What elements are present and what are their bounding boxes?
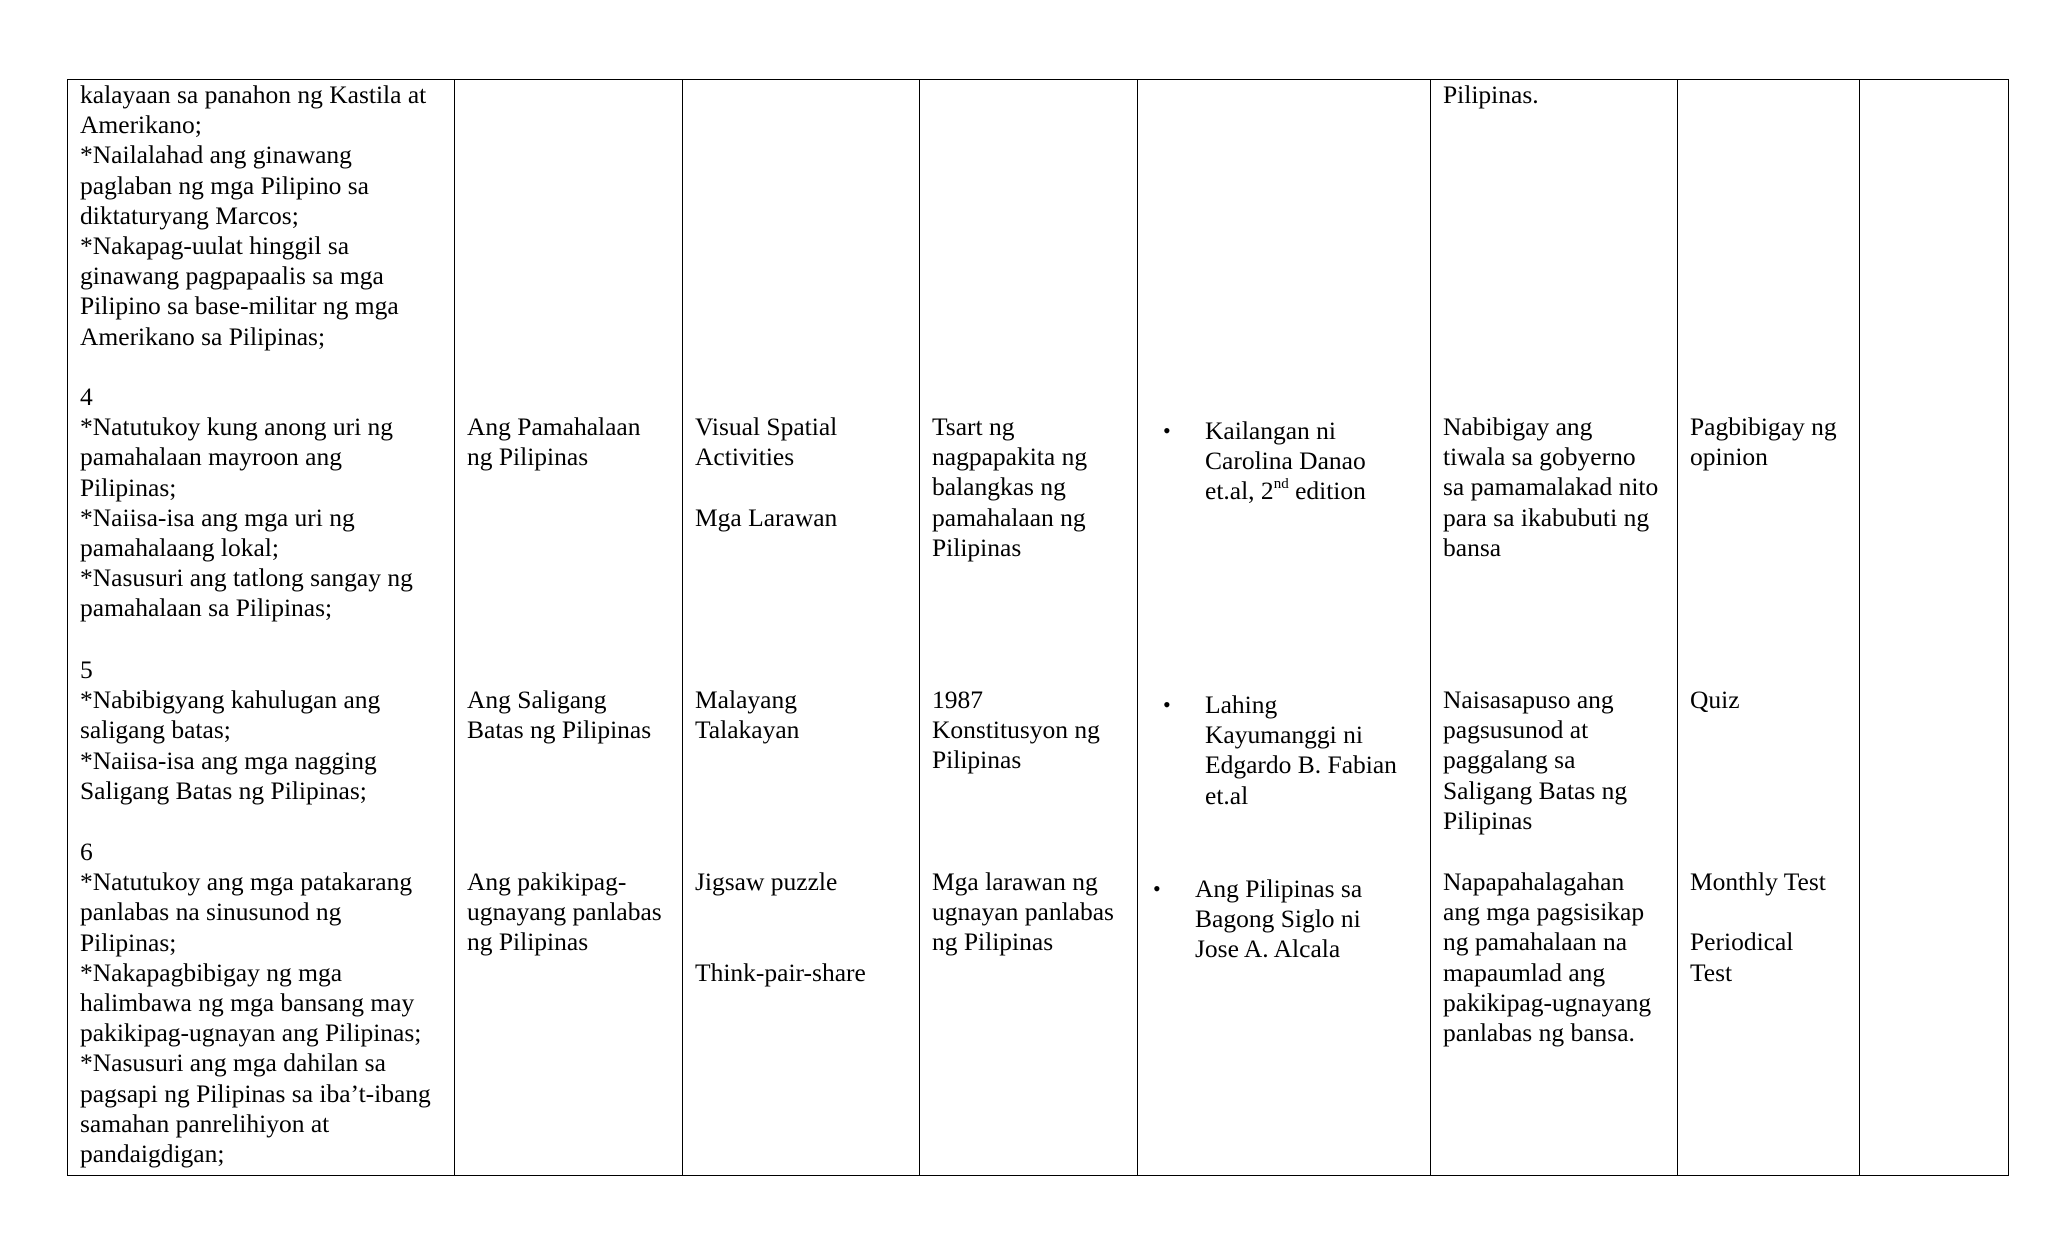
text-line: ng Pilipinas (467, 927, 589, 957)
text-line: *Nakapag-uulat hinggil sa (80, 231, 350, 260)
text-line: *Naiisa-isa ang mga uri ng (80, 502, 355, 532)
text-line: Monthly Test (1690, 867, 1826, 896)
text-line: Ang pakikipag- (467, 867, 627, 896)
text-line: *Natutukoy ang mga patakarang (80, 867, 413, 897)
text-line: kalayaan sa panahon ng Kastila at (80, 80, 427, 109)
text-line: Ang Pamahalaan (467, 412, 641, 441)
text-line: Konstitusyon ng (932, 715, 1100, 745)
text-line: Pilipinas (932, 745, 1022, 775)
text-line: ng pamahalaan na (1443, 927, 1628, 957)
column-divider (919, 80, 920, 1175)
text-line: Ang Pilipinas sa (1195, 874, 1363, 903)
text-line: pandaigdigan; (80, 1139, 225, 1168)
text-line: paglaban ng mga Pilipino sa (80, 170, 369, 200)
text-line: *Naiisa-isa ang mga nagging (80, 745, 377, 775)
text-line: Nabibigay ang (1443, 412, 1593, 441)
text-line: Activities (695, 442, 795, 472)
text-line: Pilipinas (1443, 805, 1533, 835)
text-line: Lahing (1205, 690, 1278, 719)
text-line: Napapahalagahan (1443, 867, 1625, 896)
reference-line: et.al, 2nd edition (1205, 475, 1366, 505)
text-line: Carolina Danao (1205, 446, 1366, 476)
text-line: *Nailalahad ang ginawang (80, 140, 352, 170)
text-line: *Nabibigyang kahulugan ang (80, 685, 381, 715)
text-line: pakikipag-ugnayang (1443, 987, 1652, 1017)
text-line: saligang batas; (80, 715, 231, 745)
text-line: opinion (1690, 442, 1768, 472)
text-line: et.al (1205, 780, 1249, 810)
text-line: Bagong Siglo ni (1195, 904, 1361, 934)
text-line: ng Pilipinas (467, 442, 589, 472)
column-divider (1677, 80, 1678, 1175)
text-line: para sa ikabubuti ng (1443, 502, 1650, 532)
text-line: Pagbibigay ng (1690, 412, 1837, 441)
text-line: ginawang pagpapaalis sa mga (80, 261, 384, 291)
text-line: Pilipinas. (1443, 80, 1539, 109)
text-line: Kailangan ni (1205, 416, 1336, 445)
text-line: samahan panrelihiyon at (80, 1108, 330, 1138)
text-line: *Nakapagbibigay ng mga (80, 957, 343, 987)
column-divider (682, 80, 683, 1175)
text-line: *Nasusuri ang tatlong sangay ng (80, 563, 413, 593)
text-line: 5 (80, 655, 93, 684)
text-line: *Nasusuri ang mga dahilan sa (80, 1048, 386, 1078)
text-line: bansa (1443, 532, 1502, 562)
text-line: balangkas ng (932, 472, 1066, 502)
text-line: panlabas na sinusunod ng (80, 897, 342, 927)
text-line: ng Pilipinas (932, 927, 1054, 957)
column-divider (1430, 80, 1431, 1175)
text-line: Jose A. Alcala (1195, 934, 1341, 964)
column-divider (454, 80, 455, 1175)
text-line: Pilipinas; (80, 472, 177, 502)
text-line: 4 (80, 382, 93, 411)
text-line: 6 (80, 837, 93, 866)
text-line: Kayumanggi ni (1205, 720, 1363, 750)
text-line: Naisasapuso ang (1443, 685, 1614, 714)
text-line: diktaturyang Marcos; (80, 200, 299, 230)
text-line: sa pamamalakad nito (1443, 472, 1659, 502)
text-line: Pilipino sa base-militar ng mga (80, 291, 399, 321)
text-line: Pilipinas; (80, 927, 177, 957)
text-line: Malayang (695, 685, 797, 714)
bullet-icon: • (1153, 876, 1161, 901)
text-line: Batas ng Pilipinas (467, 715, 652, 745)
text-line: 1987 (932, 685, 983, 714)
text-line: nagpapakita ng (932, 442, 1088, 472)
text-line: Amerikano sa Pilipinas; (80, 321, 326, 351)
text-line: pakikipag-ugnayan ang Pilipinas; (80, 1018, 422, 1048)
bullet-icon: • (1163, 418, 1171, 443)
text-line: mapaumlad ang (1443, 957, 1606, 987)
text-line: pagsusunod at (1443, 715, 1589, 745)
text-line: ugnayan panlabas (932, 897, 1114, 927)
text-line: pagsapi ng Pilipinas sa iba’t-ibang (80, 1078, 431, 1108)
bullet-icon: • (1163, 692, 1171, 717)
text-line: *Natutukoy kung anong uri ng (80, 412, 394, 442)
text-line: ang mga pagsisikap (1443, 897, 1645, 927)
text-line: Visual Spatial (695, 412, 838, 441)
text-line: Ang Saligang (467, 685, 607, 714)
text-line: Periodical (1690, 927, 1794, 957)
text-line: tiwala sa gobyerno (1443, 442, 1636, 472)
text-line: panlabas ng bansa. (1443, 1018, 1635, 1047)
column-divider (1137, 80, 1138, 1175)
text-line: Amerikano; (80, 110, 202, 140)
text-line: Talakayan (695, 715, 800, 745)
column-divider (1859, 80, 1860, 1175)
text-line: Mga Larawan (695, 502, 838, 532)
text-line: Edgardo B. Fabian (1205, 750, 1397, 780)
text-line: halimbawa ng mga bansang may (80, 988, 415, 1017)
text-line: Mga larawan ng (932, 867, 1098, 896)
text-line: pamahalaan mayroon ang (80, 442, 342, 472)
text-line: Pilipinas (932, 532, 1022, 562)
text-line: ugnayang panlabas (467, 897, 662, 927)
text-line: Test (1690, 957, 1733, 987)
text-line: Quiz (1690, 685, 1740, 714)
text-line: Jigsaw puzzle (695, 867, 838, 896)
text-line: pamahalaan ng (932, 502, 1086, 532)
text-line: Saligang Batas ng Pilipinas; (80, 775, 367, 805)
text-line: Saligang Batas ng (1443, 775, 1628, 805)
text-line: pamahalaan sa Pilipinas; (80, 593, 333, 623)
text-line: pamahalaang lokal; (80, 533, 279, 562)
text-line: Think-pair-share (695, 957, 866, 987)
text-line: paggalang sa (1443, 745, 1576, 775)
text-line: Tsart ng (932, 412, 1015, 441)
